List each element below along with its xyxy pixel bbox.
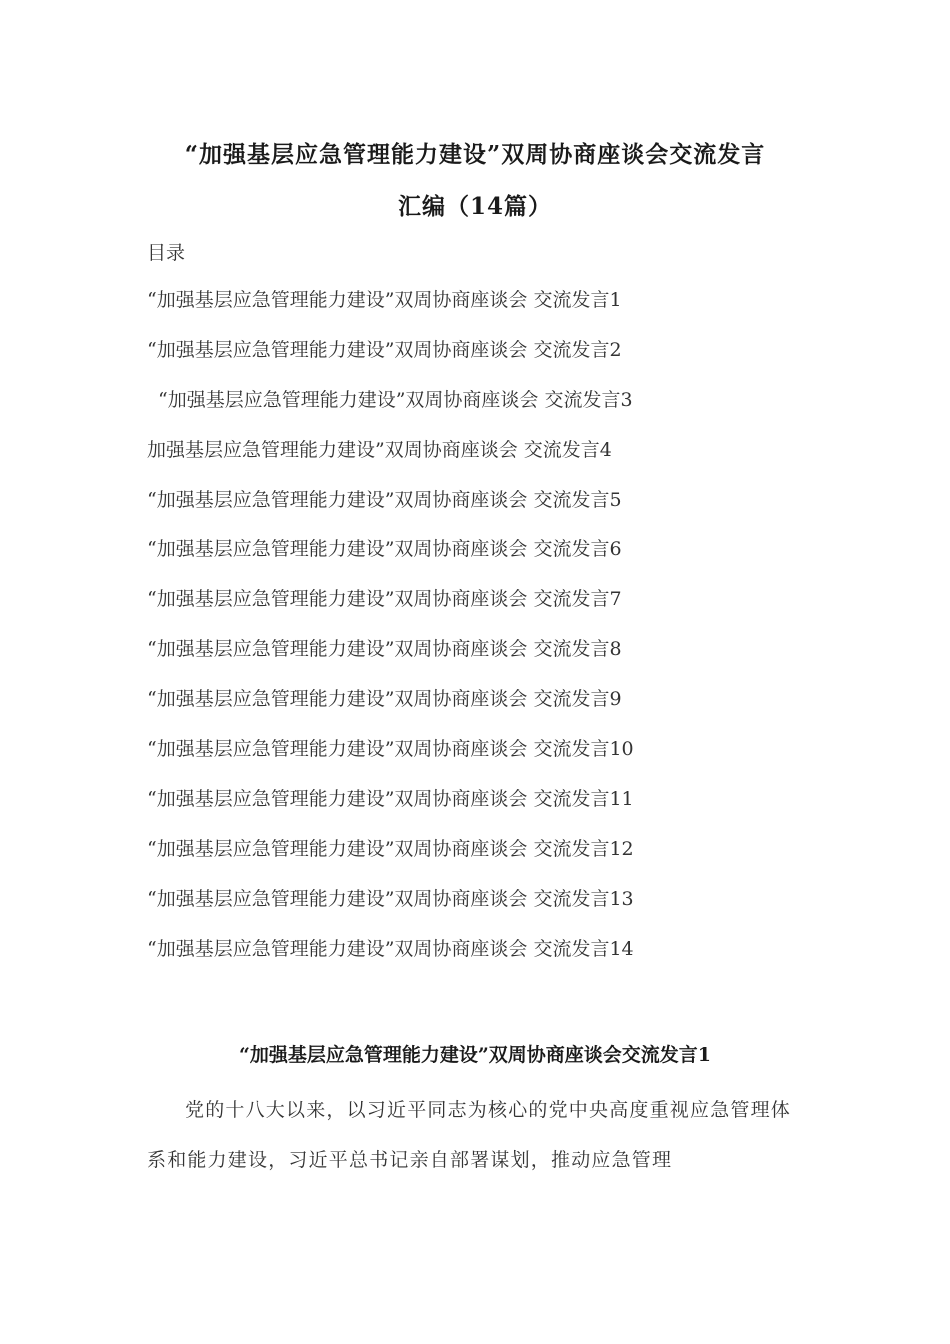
toc-item-label: “加强基层应急管理能力建设”双周协商座谈会 交流发言7 <box>147 588 622 611</box>
toc-item[interactable] <box>0 687 950 737</box>
toc-heading: 目录 <box>147 242 186 264</box>
table-of-contents <box>0 288 950 986</box>
toc-item[interactable] <box>0 537 950 587</box>
toc-item[interactable] <box>0 737 950 787</box>
body-paragraph: 党的十八大以来，以习近平同志为核心的党中央高度重视应急管理体系和能力建设，习近平总书记亲自部署谋划，推动应急管理 <box>147 1099 792 1171</box>
toc-item-label: “加强基层应急管理能力建设”双周协商座谈会 交流发言10 <box>147 738 634 761</box>
document-title-line-1: “加强基层应急管理能力建设”双周协商座谈会交流发言 <box>184 141 766 168</box>
toc-item-label: “加强基层应急管理能力建设”双周协商座谈会 交流发言2 <box>147 338 622 361</box>
toc-item-label: “加强基层应急管理能力建设”双周协商座谈会 交流发言9 <box>147 688 622 711</box>
document-title-line-2: 汇编（14篇） <box>397 193 552 220</box>
toc-item-label: “加强基层应急管理能力建设”双周协商座谈会 交流发言5 <box>147 488 622 511</box>
toc-item[interactable] <box>0 388 950 438</box>
toc-item-label: “加强基层应急管理能力建设”双周协商座谈会 交流发言6 <box>147 538 622 561</box>
toc-item-label: “加强基层应急管理能力建设”双周协商座谈会 交流发言3 <box>158 388 633 411</box>
toc-item[interactable] <box>0 837 950 887</box>
toc-item[interactable] <box>0 887 950 937</box>
toc-item[interactable] <box>0 288 950 338</box>
toc-item-label: “加强基层应急管理能力建设”双周协商座谈会 交流发言13 <box>147 887 634 910</box>
section-title: “加强基层应急管理能力建设”双周协商座谈会交流发言1 <box>238 1044 712 1066</box>
toc-item[interactable] <box>0 787 950 837</box>
toc-item-label: “加强基层应急管理能力建设”双周协商座谈会 交流发言11 <box>147 787 634 810</box>
toc-item-label: “加强基层应急管理能力建设”双周协商座谈会 交流发言1 <box>147 289 622 311</box>
toc-item[interactable] <box>0 338 950 388</box>
toc-item-label: “加强基层应急管理能力建设”双周协商座谈会 交流发言8 <box>147 638 622 661</box>
toc-item[interactable] <box>0 587 950 637</box>
toc-item-label: 加强基层应急管理能力建设”双周协商座谈会 交流发言4 <box>147 438 612 461</box>
toc-item[interactable] <box>0 637 950 687</box>
toc-item[interactable] <box>0 937 950 987</box>
toc-item-label: “加强基层应急管理能力建设”双周协商座谈会 交流发言14 <box>147 937 634 960</box>
toc-item-label: “加强基层应急管理能力建设”双周协商座谈会 交流发言12 <box>147 837 634 860</box>
toc-item[interactable] <box>0 488 950 538</box>
toc-item[interactable] <box>0 438 950 488</box>
